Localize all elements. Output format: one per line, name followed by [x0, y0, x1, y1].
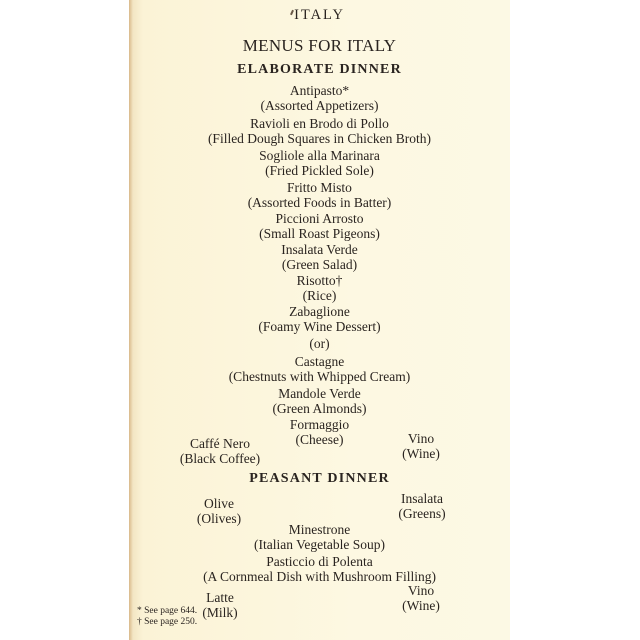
menu-item-name: Caffé Nero — [189, 436, 251, 451]
menu-item-translation: (Wine) — [402, 446, 440, 461]
menu-item-translation: (Filled Dough Squares in Chicken Broth) — [207, 131, 432, 146]
menu-item-name: Antipasto* — [289, 83, 350, 98]
menu-item-translation: (Small Roast Pigeons) — [259, 226, 380, 241]
menu-alternative: (or) — [309, 336, 330, 351]
menu-side-right — [387, 491, 457, 521]
menu-item-name: Olive — [204, 496, 234, 511]
menu-item-translation: (Olives) — [196, 511, 242, 526]
menu-item-name: Risotto† — [296, 273, 343, 288]
menu-item-name: Pasticcio di Polenta — [266, 554, 373, 569]
menu-side-left — [195, 590, 245, 620]
page-title: MENUS FOR ITALY — [242, 36, 397, 55]
menu-item-translation: (Assorted Appetizers) — [260, 98, 379, 113]
menu-item-name: Piccioni Arrosto — [275, 211, 364, 226]
menu-item-translation: (Assorted Foods in Batter) — [247, 195, 392, 210]
footnotes — [137, 606, 197, 628]
menu-item-name: Insalata Verde — [281, 242, 358, 257]
menu-item-translation: (Foamy Wine Dessert) — [258, 319, 381, 334]
menu-item-translation: (Rice) — [302, 288, 337, 303]
menu-item-translation: (Fried Pickled Sole) — [265, 163, 374, 178]
section-heading-peasant: PEASANT DINNER — [249, 471, 390, 486]
menu-item-translation: (Wine) — [402, 598, 440, 613]
footnote: * See page 644. — [137, 606, 198, 616]
menu-item-name: Sogliole alla Marinara — [259, 148, 380, 163]
menu-item-name: Insalata — [401, 491, 443, 506]
running-head: ITALY — [294, 7, 345, 23]
book-page — [129, 0, 510, 640]
menu-item-translation: (Milk) — [202, 605, 238, 620]
menu-side-right — [391, 583, 451, 613]
menu-item-name: Fritto Misto — [287, 180, 352, 195]
menu-item-name: Latte — [206, 590, 234, 605]
footnote: † See page 250. — [137, 617, 198, 627]
menu-item-translation: (Greens) — [398, 506, 446, 521]
menu-item-name: Mandole Verde — [278, 386, 361, 401]
menu-item-translation: (Chestnuts with Whipped Cream) — [228, 369, 411, 384]
menu-item-translation: (A Cornmeal Dish with Mushroom Filling) — [203, 569, 436, 584]
menu-item-name: Ravioli en Brodo di Pollo — [250, 116, 389, 131]
section-heading-elaborate: ELABORATE DINNER — [237, 62, 402, 77]
menu-item-name: Zabaglione — [289, 304, 350, 319]
menu-item-name: Formaggio — [289, 417, 350, 432]
menu-item-translation: (Green Salad) — [281, 257, 358, 272]
menu-item-translation: (Black Coffee) — [179, 451, 261, 466]
menu-side-left — [175, 436, 265, 466]
menu-item-name: Minestrone — [288, 522, 351, 537]
menu-side-right — [391, 431, 451, 461]
menu-item-translation: (Green Almonds) — [272, 401, 367, 416]
menu-item-name: Vino — [407, 431, 435, 446]
menu-item-translation: (Cheese) — [295, 432, 344, 447]
menu-item-translation: (Italian Vegetable Soup) — [254, 537, 385, 552]
menu-item-name: Vino — [407, 583, 435, 598]
menu-item-name: Castagne — [294, 354, 345, 369]
